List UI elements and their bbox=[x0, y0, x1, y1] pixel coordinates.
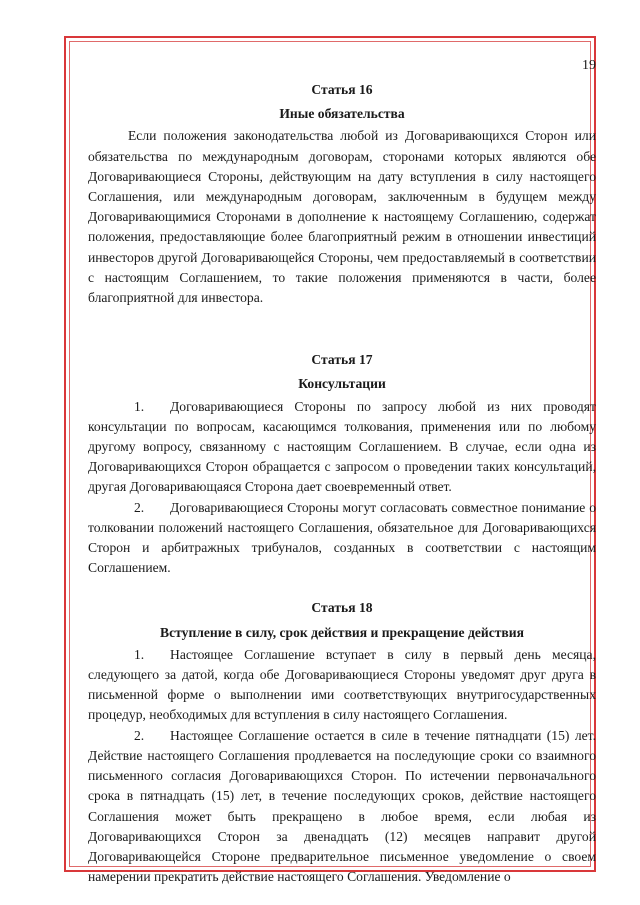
paragraph-number: 2. bbox=[134, 727, 145, 743]
article-title: Статья 17 bbox=[311, 352, 373, 368]
article-16 bbox=[88, 80, 596, 308]
numbered-paragraph bbox=[88, 498, 596, 579]
paragraph-text: Договаривающиеся Стороны могут согласовать совместное понимание о толковании положений настоящего Соглашения, обязательное для Договаривающихся Сторон и арбитражных трибуналов, созданных в соответствии с настоящим Соглашением. bbox=[88, 499, 596, 576]
document-body bbox=[88, 52, 596, 887]
article-title: Статья 16 bbox=[311, 82, 373, 97]
article-17 bbox=[88, 350, 596, 578]
paragraph-number: 1. bbox=[134, 398, 145, 414]
paragraph-text: Договаривающиеся Стороны по запросу любой из них проводят консультации по вопросам, касающимся толкования, применения или по любому другому вопросу, связанному с настоящим Соглашением. В случае, если одна из Договаривающихся Сторон обращается с запросом о проведении таких консультаций, другая Договаривающаяся Сторона дает своевременный ответ. bbox=[88, 398, 596, 495]
numbered-paragraph bbox=[88, 645, 596, 726]
page-number: 19 bbox=[582, 58, 596, 73]
article-heading: Вступление в силу, срок действия и прекращение действия bbox=[160, 624, 524, 640]
paragraph-text: Настоящее Соглашение вступает в силу в первый день месяца, следующего за датой, когда обе Договаривающиеся Стороны уведомят друг друга в письменной форме о выполнении ими соответствующих внутригосударственных процедур, необходимых для вступления в силу настоящего Соглашения. bbox=[88, 646, 596, 723]
numbered-paragraph bbox=[88, 397, 596, 498]
paragraph-text: Настоящее Соглашение остается в силе в течение пятнадцати (15) лет. Действие настоящего Соглашения продлевается на последующие сроки со взаимного письменного согласия Договаривающихся Сторон. По истечении первоначального срока в пятнадцать (15) лет, в течение последующих сроков, действие настоящего Соглашения может быть прекращено в любое время, если любая из Договаривающихся Сторон за двенадцать (12) месяцев направит другой Договаривающейся Стороне предварительное письменное уведомление о своем намерении прекратить действие настоящего Соглашения. Уведомление о bbox=[88, 727, 596, 885]
article-paragraph: Если положения законодательства любой из Договаривающихся Сторон или обязательства по международным договорам, сторонами которых являются обе Договаривающиеся Стороны, действующим на дату вступления в силу настоящего Соглашения, или международным договорам, заключенным в будущем между Договаривающимися Сторонами в дополнение к настоящему Соглашению, содержат положения, предоставляющие более благоприятный режим в отношении инвестиций инвесторов другой Договаривающейся Стороны, чем предоставляемый в соответствии с настоящим Соглашением, то такие положения применяются в части, более благоприятной для инвестора. bbox=[88, 128, 596, 306]
article-heading: Консультации bbox=[298, 376, 386, 392]
article-18 bbox=[88, 598, 596, 887]
numbered-paragraph bbox=[88, 726, 596, 888]
article-heading: Иные обязательства bbox=[279, 106, 405, 122]
article-title: Статья 18 bbox=[311, 600, 373, 616]
paragraph-number: 1. bbox=[134, 646, 145, 662]
paragraph-number: 2. bbox=[134, 499, 145, 515]
